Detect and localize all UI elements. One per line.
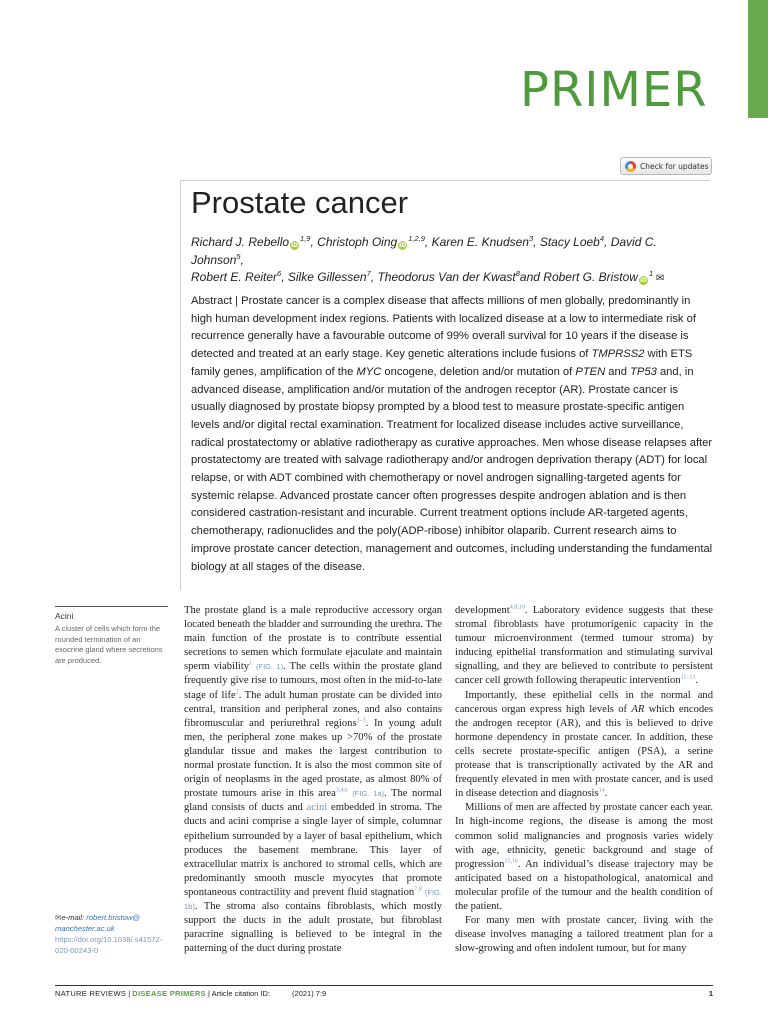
reference-link[interactable]: 11–13 [680, 674, 696, 681]
article-title: Prostate cancer [191, 185, 409, 220]
footer-rule [55, 985, 713, 986]
glossary-definition: A cluster of cells which form the rounded termination of an exocrine gland where secretions are produced. [55, 624, 163, 665]
affiliation-marker: 1 [648, 269, 654, 278]
citation-label: | Article citation ID: [205, 989, 271, 998]
reference-link[interactable]: 1 [249, 660, 253, 667]
affiliation-marker: 6 [277, 269, 282, 278]
author-name: Theodorus Van der Kwast [377, 270, 516, 284]
orcid-icon[interactable]: iD [639, 277, 647, 284]
journal-name: NATURE REVIEWS [55, 989, 127, 998]
email-label: e-mail: [61, 913, 85, 922]
figure-link[interactable]: (FIG. 1b) [184, 887, 442, 911]
figure-link[interactable]: (FIG. 1) [256, 662, 284, 672]
page-number: 1 [708, 989, 713, 998]
check-updates-label: Check for updates [640, 161, 709, 171]
reference-link[interactable]: 14 [598, 787, 605, 794]
author-name: Robert E. Reiter [191, 270, 278, 284]
orcid-icon[interactable]: iD [291, 242, 299, 249]
body-column-1 [184, 604, 442, 956]
affiliation-marker: 3 [528, 234, 534, 243]
title-rule [180, 180, 710, 181]
author-name: Richard J. Rebello [191, 235, 290, 249]
glossary-link[interactable]: acini [306, 802, 328, 814]
glossary-term: Acini [55, 611, 74, 621]
affiliation-marker: 5 [236, 251, 241, 261]
abstract: Abstract | Prostate cancer is a complex disease that affects millions of men globally, predominantly in high human development index regions. Patients with localized disease at a low to intermediate risk of recurrence generally have a favourable outcome of 99% overall survival for 10 years if the disease is detected and treated at an early stage. Key genetic alterations include fusions of TMPRSS2 with ETS family genes, amplification of the MYC oncogene, deletion and/or mutation of PTEN and TP53 and, in advanced disease, amplification and/or mutation of the androgen receptor (AR). Prostate cancer is usually diagnosed by prostate biopsy prompted by a blood test to measure prostate-specific antigen levels and/or digital rectal examination. Treatment for localized disease includes active surveillance, radical prostatectomy or ablative radiotherapy as curative approaches. Men whose disease relapses after prostatectomy are treated with salvage radiotherapy and/or androgen deprivation therapy (ADT) for local relapse, or with ADT combined with chemotherapy or novel androgen signalling-targeted agents for systemic relapse. Advanced prostate cancer often progresses despite androgen ablation and is then considered castration-resistant and incurable. Current treatment options include AR-targeted agents, chemotherapy, radionuclides and the poly(ADP-ribose) inhibitor olaparib. Current research aims to improve prostate cancer detection, management and outcomes, including understanding the fundamental biology at all stages of the disease. [191, 295, 713, 573]
paragraph: Millions of men are affected by prostate cancer each year. In high-income regions, the disease is among the most common solid malignancies and prognosis varies widely with age, ethnicity, genetic background and stage of progression$^{15,16}$. An individual’s disease trajectory may be anticipated based on a histopathological, anatomical and molecular profile of the tumour and the health condition of the patient. [455, 802, 713, 912]
reference-link[interactable]: 4,8,10 [509, 604, 525, 611]
paragraph: For many men with prostate cancer, living with the disease involves managing a tailored treatment plan for a slow-growing and often indolent tumour, but for many [455, 915, 713, 955]
abstract-label: Abstract [191, 295, 233, 307]
affiliation-marker: 1,2,9 [408, 234, 425, 243]
paragraph: Importantly, these epithelial cells in the normal and cancerous organ express high levels of AR which encodes the androgen receptor (AR), and this is believed to drive hormone dependency in prostate cancer. In addition, these cells secrete prostate-specific antigen (PSA), a serine protease that is transcriptionally activated by the AR and frequently elevated in men with prostate cancer, and is used in disease detection and diagnosis$^{14}$. [455, 689, 713, 800]
affiliation-marker: 4 [599, 234, 605, 243]
author-name: Christoph Oing [317, 235, 398, 249]
check-for-updates-button[interactable] [620, 157, 712, 175]
author-name: and Robert G. Bristow [519, 270, 638, 284]
correspondence [55, 912, 170, 956]
mail-icon: ✉ [55, 913, 62, 922]
body-column-2 [455, 604, 713, 956]
section-color-tab [748, 0, 768, 118]
email-link[interactable]: robert.bristow@ manchester.ac.uk [55, 913, 141, 933]
affiliation-marker: 7 [366, 269, 371, 278]
reference-link[interactable]: 1–3 [356, 717, 366, 724]
glossary-rule [55, 606, 168, 607]
affiliation-marker: 1,9 [300, 234, 311, 243]
author-list: Richard J. Rebello iD$^{1,9}$, Christoph Oing iD$^{1,2,9}$, Karen E. Knudsen$^3$, Stacy Loeb$^4$, David C. Johnson$^5$, Robert E. Reiter$^6$, Silke Gillessen$^7$, Theodorus Van der Kwast$^8$and Robert G. Bristow $iD^1$ ✉ [191, 234, 665, 284]
author-name: Silke Gillessen [287, 270, 367, 284]
reference-link[interactable]: 7,8 [414, 886, 422, 893]
author-name: Stacy Loeb [539, 235, 600, 249]
doi-link[interactable]: https://doi.org/10.1038/ s41572-020-00243-0 [55, 935, 163, 955]
paragraph: The prostate gland is a male reproductive accessory organ located beneath the bladder and surrounding the urethra. The main function of the prostate is to contribute essential secretions to semen which formulate ejaculate and maintain sperm viability$^1$ (FIG. 1). The cells within the prostate gland frequently give rise to tumours, most often in the mid-to-late stage of life$^2$. The adult human prostate can be divided into central, transition and peripheral zones, and also contains fibromuscular and periurethral regions$^{1-3}$. In young adult men, the peripheral zone makes up >70% of the prostate glandular tissue and makes the largest contribution to normal prostate function. It is also the most common site of origin of neoplasms in the aged prostate, as almost 80% of prostate tumours arise in this area$^{3,4,6}$ (FIG. 1a). The normal gland consists of ducts and acini embedded in stroma. The ducts and acini comprise a single layer of simple, columnar epithelium surrounded by a layer of basal epithelium, which produces the basement membrane. This layer of extracellular matrix is anchored to stromal cells, which are predominantly smooth muscle myocytes that promote spontaneous contractility and prevent fluid stagnation$^{7,8}$ (FIG. 1b). The stroma also contains fibroblasts, which mostly support the ducts in the adult prostate, but fibroblast paracrine signalling is believed to be integral in the patterning of the duct during prostate [184, 605, 442, 955]
citation-year: (2021) 7:9 [292, 989, 327, 998]
journal-section: DISEASE PRIMERS [132, 989, 206, 998]
orcid-icon[interactable]: iD [399, 242, 407, 249]
section-label: PRIMER [520, 62, 708, 118]
reference-link[interactable]: 3,4,6 [335, 787, 348, 794]
page-footer: NATURE REVIEWS | DISEASE PRIMERS | Article citation ID: (2021) 7:9 1 [55, 989, 713, 998]
reference-link[interactable]: 2 [235, 689, 239, 696]
author-name: David C. Johnson [191, 235, 657, 267]
abstract-side-rule [180, 180, 181, 590]
affiliation-marker: 8 [515, 269, 520, 278]
reference-link[interactable]: 15,16 [504, 858, 518, 865]
paragraph: development$^{4,8,10}$. Laboratory evidence suggests that these stromal fibroblasts have protumorigenic capacity in the tumour microenvironment (termed tumour stroma) by inducing epithelial transformation and stimulating survival signalling, and they are believed to contribute to persistent cancer cell growth following therapeutic intervention$^{11-13}$. [455, 604, 713, 687]
crossmark-icon [625, 161, 636, 172]
glossary-note [55, 611, 170, 666]
mail-icon[interactable]: ✉ [653, 273, 665, 284]
figure-link[interactable]: (FIG. 1a) [352, 789, 385, 799]
author-name: Karen E. Knudsen [431, 235, 529, 249]
